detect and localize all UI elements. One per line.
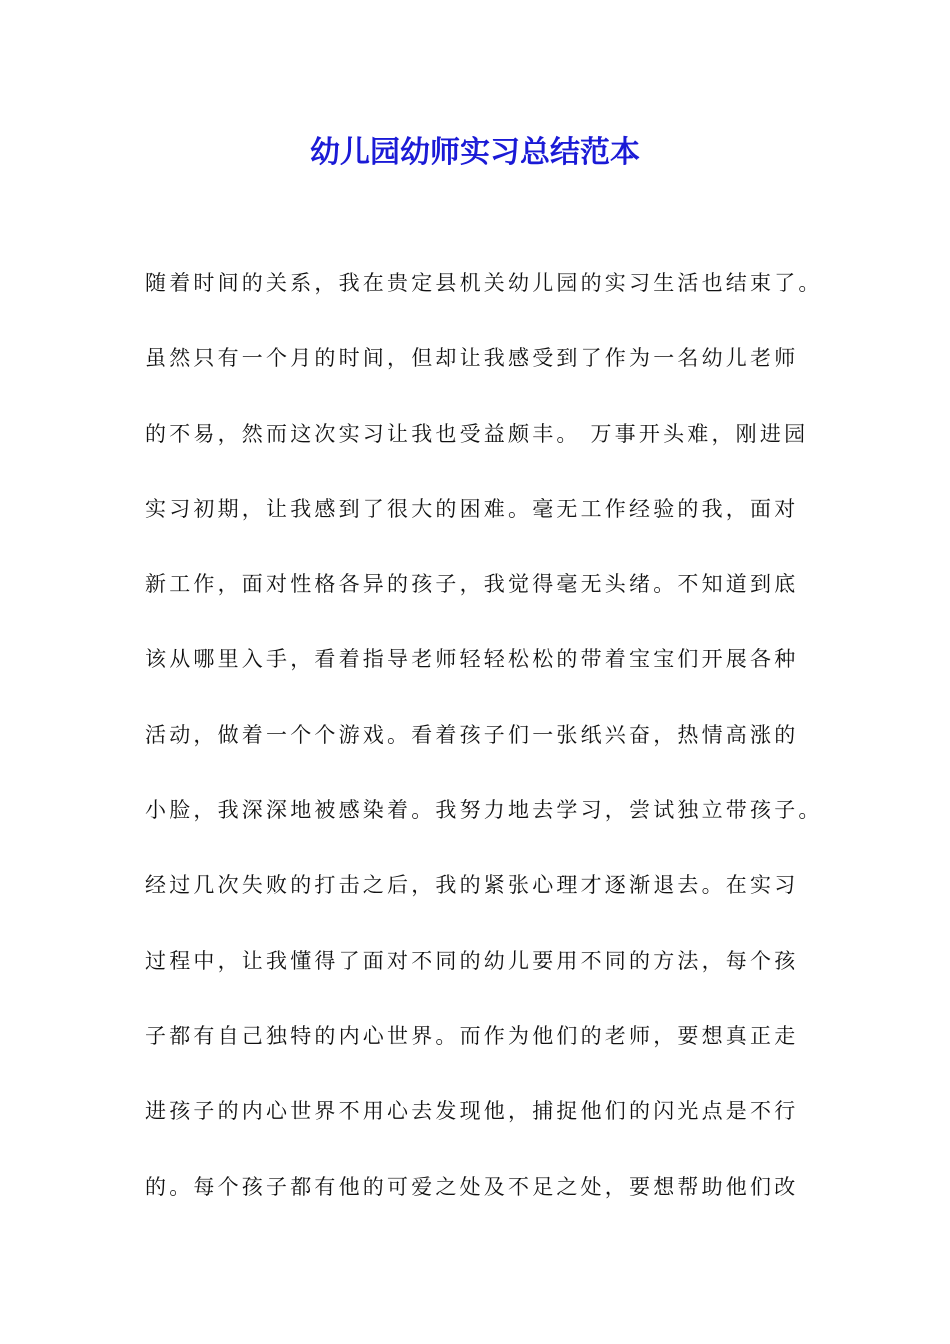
document-title: 幼儿园幼师实习总结范本	[310, 135, 640, 170]
body-line: 虽然只有一个月的时间，但却让我感受到了作为一名幼儿老师	[145, 346, 799, 371]
body-line: 过程中，让我懂得了面对不同的幼儿要用不同的方法，每个孩	[145, 948, 799, 973]
body-line: 实习初期，让我感到了很大的困难。毫无工作经验的我，面对	[145, 496, 799, 521]
body-line: 的不易，然而这次实习让我也受益颇丰。 万事开头难，刚进园	[145, 421, 809, 446]
document-body	[145, 263, 825, 1242]
body-line: 随着时间的关系，我在贵定县机关幼儿园的实习生活也结束了。	[145, 271, 823, 295]
body-line: 小脸，我深深地被感染着。我努力地去学习，尝试独立带孩子。	[145, 798, 823, 823]
body-line: 活动，做着一个个游戏。看着孩子们一张纸兴奋，热情高涨的	[145, 722, 799, 747]
body-line: 子都有自己独特的内心世界。而作为他们的老师，要想真正走	[145, 1023, 799, 1048]
body-line: 该从哪里入手，看着指导老师轻轻松松的带着宝宝们开展各种	[145, 647, 799, 672]
body-line: 经过几次失败的打击之后，我的紧张心理才逐渐退去。在实习	[145, 873, 799, 898]
body-line: 进孩子的内心世界不用心去发现他，捕捉他们的闪光点是不行	[145, 1099, 799, 1124]
body-line: 的。每个孩子都有他的可爱之处及不足之处，要想帮助他们改	[145, 1174, 799, 1199]
body-line: 新工作，面对性格各异的孩子，我觉得毫无头绪。不知道到底	[145, 572, 799, 597]
